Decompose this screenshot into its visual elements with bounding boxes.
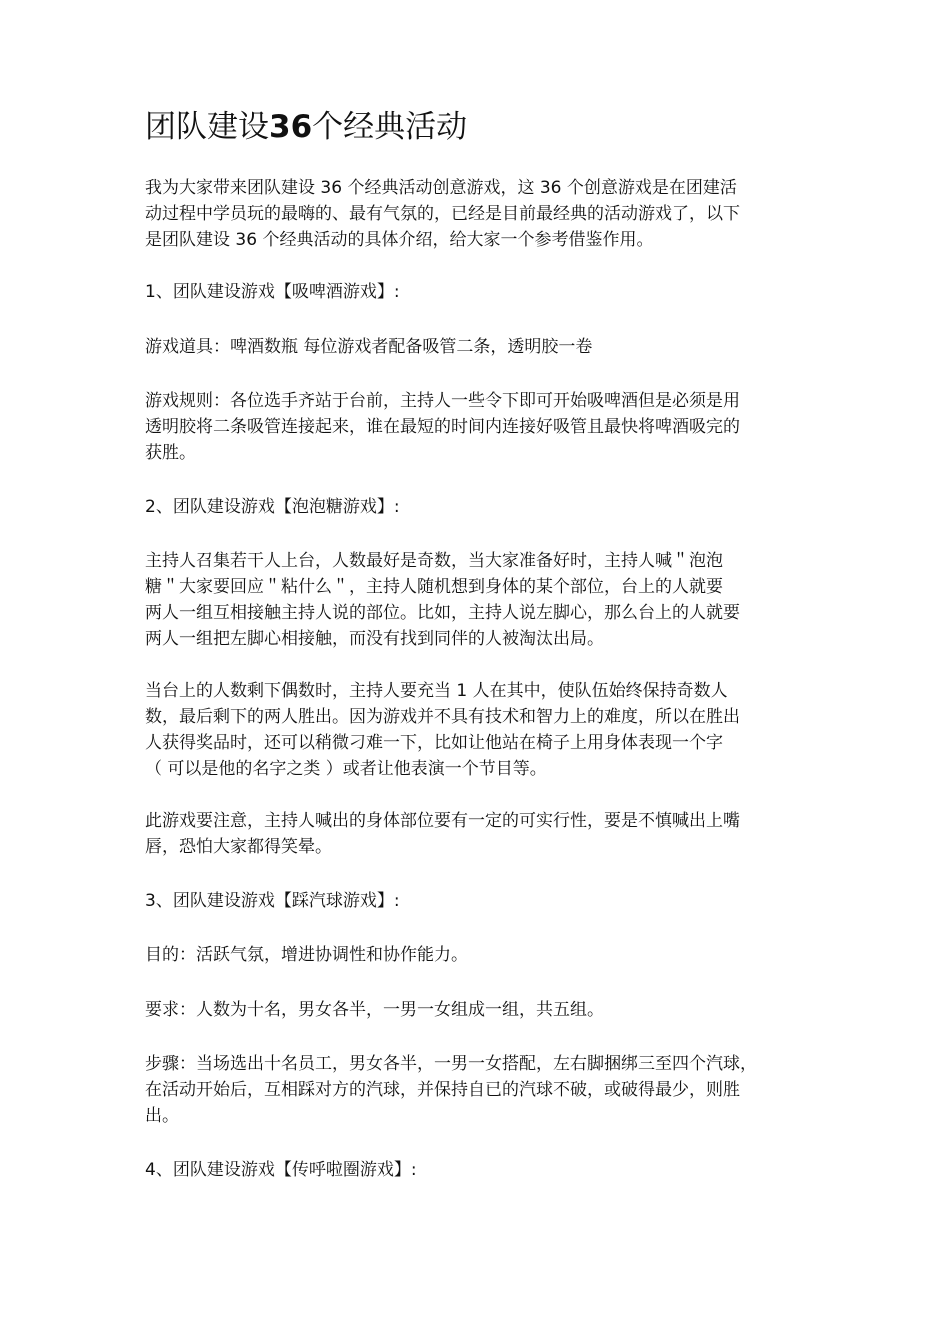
steps-line: 出。: [145, 1106, 179, 1126]
section3-steps: [145, 1051, 810, 1129]
section2-paragraph-1: [145, 548, 810, 652]
rules-line: 透明胶将二条吸管连接起来，谁在最短的时间内连接好吸管且最快将啤酒吸完的: [145, 417, 740, 437]
section1-rules: [145, 388, 810, 466]
title-number: 36: [269, 109, 313, 145]
section3-heading-text: 3、团队建设游戏【踩汽球游戏】:: [145, 891, 400, 911]
paragraph-line: 当台上的人数剩下偶数时，主持人要充当 1 人在其中，使队伍始终保持奇数人: [145, 681, 728, 701]
paragraph-line: 两人一组把左脚心相接触，而没有找到同伴的人被淘汰出局。: [145, 629, 604, 649]
intro-paragraph: [145, 175, 810, 253]
paragraph-line: 人获得奖品时，还可以稍微刁难一下，比如让他站在椅子上用身体表现一个字: [145, 733, 723, 753]
paragraph-line: 此游戏要注意，主持人喊出的身体部位要有一定的可实行性，要是不慎喊出上嘴: [145, 811, 740, 831]
section3-requirement-text: 要求：人数为十名，男女各半，一男一女组成一组，共五组。: [145, 1000, 604, 1020]
document-title: [145, 106, 845, 148]
section1-props: [145, 334, 810, 360]
title-suffix: 个经典活动: [312, 109, 468, 145]
section3-purpose: [145, 942, 810, 968]
intro-line: 动过程中学员玩的最嗨的、最有气氛的，已经是目前最经典的活动游戏了，以下: [145, 204, 740, 224]
paragraph-line: 两人一组互相接触主持人说的部位。比如，主持人说左脚心，那么台上的人就要: [145, 603, 740, 623]
section1-heading-text: 1、团队建设游戏【吸啤酒游戏】:: [145, 282, 400, 302]
section2-heading: [145, 494, 810, 520]
section2-paragraph-2: [145, 678, 810, 782]
section3-heading: [145, 888, 810, 914]
section2-heading-text: 2、团队建设游戏【泡泡糖游戏】:: [145, 497, 400, 517]
section4-heading-text: 4、团队建设游戏【传呼啦圈游戏】:: [145, 1160, 417, 1180]
paragraph-line: （ 可以是他的名字之类 ）或者让他表演一个节目等。: [145, 759, 547, 779]
rules-line: 获胜。: [145, 443, 196, 463]
section2-paragraph-3: [145, 808, 810, 860]
section3-requirement: [145, 997, 810, 1023]
paragraph-line: 糖＂大家要回应＂粘什么＂，主持人随机想到身体的某个部位，台上的人就要: [145, 577, 723, 597]
title-prefix: 团队建设: [145, 109, 269, 145]
rules-line: 游戏规则：各位选手齐站于台前，主持人一些令下即可开始吸啤酒但是必须是用: [145, 391, 740, 411]
paragraph-line: 主持人召集若干人上台，人数最好是奇数，当大家准备好时，主持人喊＂泡泡: [145, 551, 723, 571]
section3-purpose-text: 目的：活跃气氛，增进协调性和协作能力。: [145, 945, 468, 965]
paragraph-line: 唇，恐怕大家都得笑晕。: [145, 837, 332, 857]
steps-line: 在活动开始后，互相踩对方的汽球，并保持自已的汽球不破，或破得最少，则胜: [145, 1080, 740, 1100]
steps-line: 步骤：当场选出十名员工，男女各半，一男一女搭配，左右脚捆绑三至四个汽球，: [145, 1054, 757, 1074]
section1-props-text: 游戏道具：啤酒数瓶 每位游戏者配备吸管二条，透明胶一卷: [145, 337, 593, 357]
section4-heading: [145, 1157, 810, 1183]
paragraph-line: 数，最后剩下的两人胜出。因为游戏并不具有技术和智力上的难度，所以在胜出: [145, 707, 740, 727]
intro-line: 是团队建设 36 个经典活动的具体介绍，给大家一个参考借鉴作用。: [145, 230, 654, 250]
section1-heading: [145, 279, 810, 305]
intro-line: 我为大家带来团队建设 36 个经典活动创意游戏，这 36 个创意游戏是在团建活: [145, 178, 737, 198]
